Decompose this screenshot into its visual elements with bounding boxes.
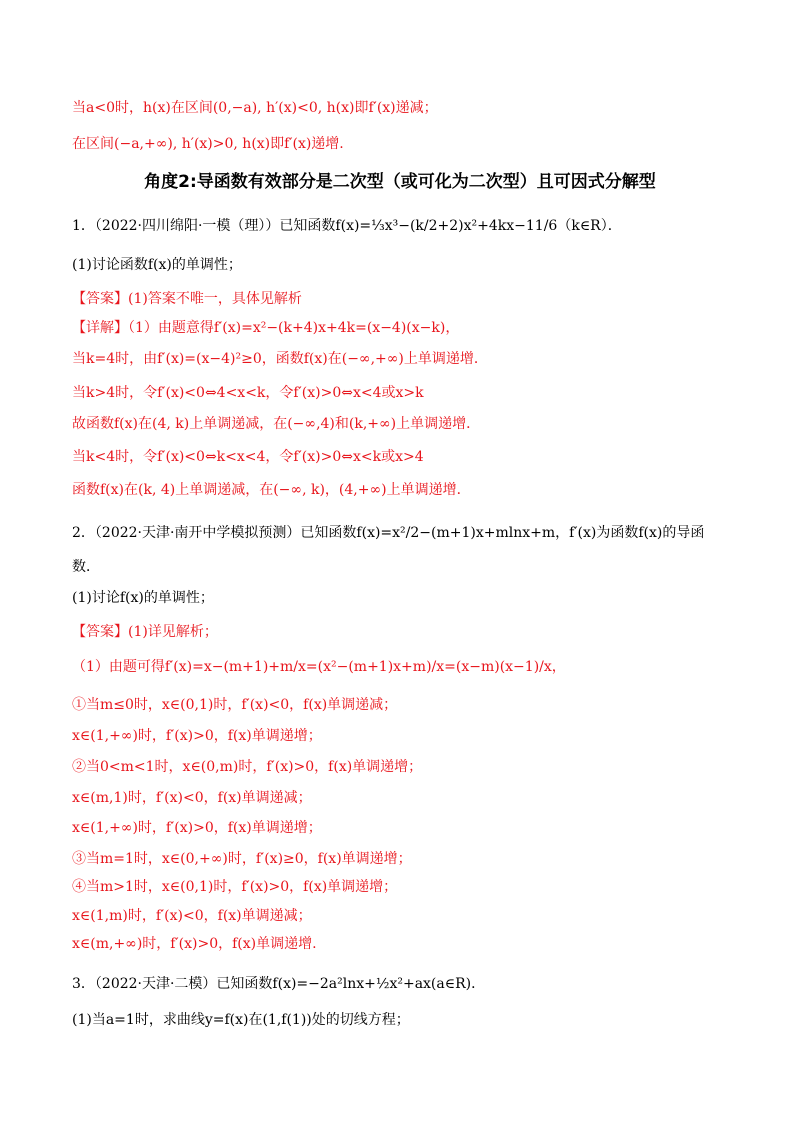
problem-2-case-2-line-2: x∈(m,1)时，f′(x)<0，f(x)单调递减； bbox=[72, 790, 312, 806]
problem-2-title-cont: 数． bbox=[72, 559, 100, 575]
problem-2-case-2-line-1: ②当0<m<1时，x∈(0,m)时，f′(x)>0，f(x)单调递增； bbox=[72, 759, 423, 775]
problem-1-answer: 【答案】(1)答案不唯一，具体见解析 bbox=[72, 291, 302, 307]
problem-2-case-2-line-3: x∈(1,+∞)时，f′(x)>0，f(x)单调递增； bbox=[72, 820, 322, 836]
problem-3-question: (1)当a=1时，求曲线y=f(x)在(1,f(1))处的切线方程； bbox=[72, 1012, 410, 1028]
problem-1-detail: 【详解】（1）由题意得f′(x)=x²−(k+4)x+4k=(x−4)(x−k)， bbox=[72, 320, 460, 336]
problem-2-question: (1)讨论f(x)的单调性； bbox=[72, 590, 214, 606]
problem-2-case-4-line-3: x∈(m,+∞)时，f′(x)>0，f(x)单调递增. bbox=[72, 936, 317, 952]
problem-2-case-1-line-2: x∈(1,+∞)时，f′(x)>0，f(x)单调递增； bbox=[72, 728, 322, 744]
problem-2-title: 2．（2022·天津·南开中学模拟预测）已知函数f(x)=x²/2−(m+1)x+mlnx+m，f′(x)为函数f(x)的导函 bbox=[72, 525, 705, 541]
text-line-a-negative-increasing: 在区间(−a,+∞), h′(x)>0, h(x)即f′(x)递增. bbox=[72, 136, 344, 152]
problem-3-title: 3．（2022·天津·二模）已知函数f(x)=−2a²lnx+½x²+ax(a∈R)． bbox=[72, 976, 486, 992]
problem-2-case-4-line-2: x∈(1,m)时，f′(x)<0，f(x)单调递减； bbox=[72, 908, 312, 924]
problem-1-title: 1．（2022·四川绵阳·一模（理））已知函数f(x)=⅓x³−(k/2+2)x²+4kx−11/6（k∈R）． bbox=[72, 218, 622, 234]
problem-1-case-k-lt-4: 当k<4时，令f′(x)<0⇔k<x<4，令f′(x)>0⇔x<k或x>4 bbox=[72, 449, 424, 465]
problem-2-case-1-line-1: ①当m≤0时，x∈(0,1)时，f′(x)<0，f(x)单调递减； bbox=[72, 697, 398, 713]
section-heading: 角度2:导函数有效部分是二次型（或可化为二次型）且可因式分解型 bbox=[144, 172, 656, 192]
problem-1-conclusion-k-lt-4: 函数f(x)在(k, 4)上单调递减，在(−∞, k)，(4,+∞)上单调递增． bbox=[72, 482, 471, 498]
problem-1-conclusion-k-gt-4: 故函数f(x)在(4, k)上单调递减，在(−∞,4)和(k,+∞)上单调递增． bbox=[72, 416, 481, 432]
problem-2-case-4-line-1: ④当m>1时，x∈(0,1)时，f′(x)>0，f(x)单调递增； bbox=[72, 879, 398, 895]
problem-2-answer: 【答案】(1)详见解析； bbox=[72, 624, 218, 640]
problem-2-case-3-line-1: ③当m=1时，x∈(0,+∞)时，f′(x)≥0，f(x)单调递增； bbox=[72, 851, 412, 867]
text-line-a-negative-decreasing: 当a<0时，h(x)在区间(0,−a), h′(x)<0, h(x)即f′(x)递减； bbox=[72, 100, 438, 116]
problem-1-question: (1)讨论函数f(x)的单调性； bbox=[72, 257, 242, 273]
problem-1-case-k-eq-4: 当k=4时，由f′(x)=(x−4)²≥0，函数f(x)在(−∞,+∞)上单调递增． bbox=[72, 351, 488, 367]
problem-2-detail: （1）由题可得f′(x)=x−(m+1)+m/x=(x²−(m+1)x+m)/x=(x−m)(x−1)/x， bbox=[72, 659, 566, 675]
problem-1-case-k-gt-4: 当k>4时，令f′(x)<0⇔4<x<k，令f′(x)>0⇔x<4或x>k bbox=[72, 385, 424, 401]
